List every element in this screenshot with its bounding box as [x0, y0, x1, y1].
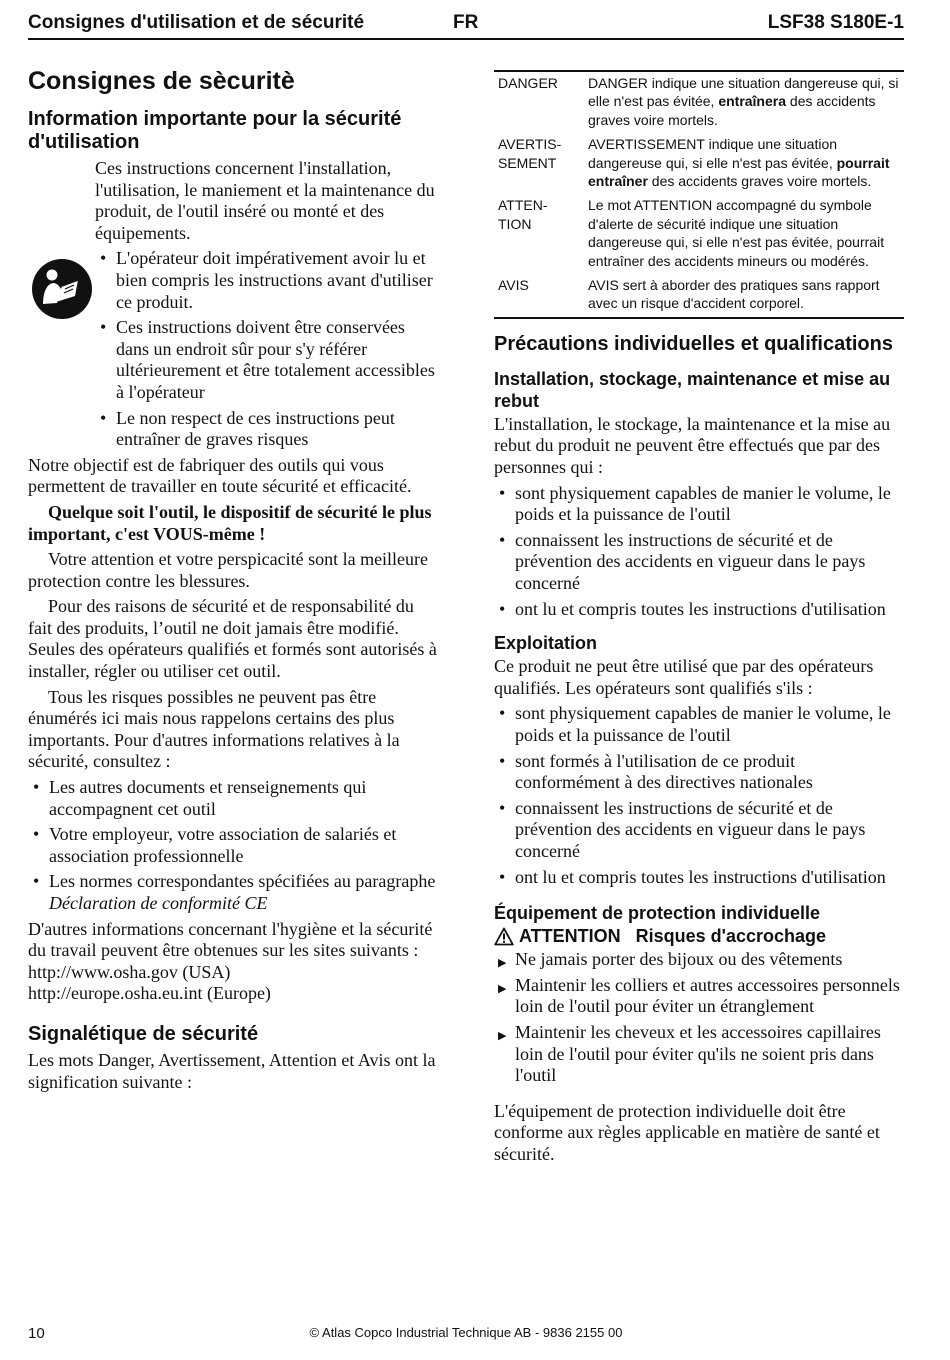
- definition-emphasis: pourrait entraîner: [588, 154, 890, 190]
- list-item: • L'opérateur doit impérativement avoir lu et bien compris les instructions avant d'utiliser ce produit.: [95, 248, 438, 313]
- list-item: • ont lu et compris toutes les instructions d'utilisation: [494, 867, 904, 889]
- list-item: ▶ Maintenir les colliers et autres accessoires personnels loin de l'outil pour éviter un étranglement: [494, 975, 904, 1018]
- table-row: [494, 194, 904, 274]
- declaration-reference: Déclaration de conformité CE: [49, 893, 268, 913]
- definition-text: DANGER indique une situation dangereuse qui, si elle n'est pas évitée,: [588, 75, 899, 110]
- page-title: Consignes de sècuritè: [28, 67, 295, 95]
- signal-definition: [588, 274, 904, 318]
- header-language: FR: [453, 12, 479, 33]
- subheading-ppe: Équipement de protection individuelle: [494, 903, 821, 924]
- ppe-paragraph: L'équipement de protection individuelle doit être conforme aux règles applicable en matière de santé et sécurité.: [494, 1100, 880, 1164]
- exploitation-paragraph: Ce produit ne peut être utilisé que par des opérateurs qualifiés. Les opérateurs sont qualifiés s'ils :: [494, 656, 874, 698]
- table-row: [494, 71, 904, 133]
- installation-paragraph: L'installation, le stockage, la maintenance et la mise au rebut du produit ne peuvent être effectués que par des personnes qui :: [494, 413, 891, 478]
- left-column: [28, 62, 438, 1097]
- osha-link[interactable]: http://www.osha.gov (USA): [28, 961, 231, 982]
- list-item: • sont physiquement capables de manier le volume, le poids et la puissance de l'outil: [494, 703, 904, 746]
- objective-paragraph: Notre objectif est de fabriquer des outils qui vous permettent de travailler en toute sécurité et efficacité.: [28, 454, 412, 497]
- signal-definition: [588, 194, 904, 274]
- list-item: • Ces instructions doivent être conservées dans un endroit sûr pour s'y référer ultérieurement et être totalement accessibles à l'opérateur: [95, 317, 438, 403]
- list-item: • connaissent les instructions de sécurité et de prévention des accidents en vigueur dans le pays concerné: [494, 798, 904, 863]
- attention-callout: [494, 926, 904, 947]
- list-item: • Les autres documents et renseignements qui accompagnent cet outil: [28, 777, 438, 820]
- risks-paragraph: Tous les risques possibles ne peuvent pas être énumérés ici mais nous rappelons certains des plus importants. Pour d'autres informations relatives à la sécurité, consultez :: [28, 686, 400, 772]
- subheading-exploitation: Exploitation: [494, 633, 597, 654]
- eu-osha-link[interactable]: http://europe.osha.eu.int (Europe): [28, 983, 271, 1004]
- list-item: • Le non respect de ces instructions peut entraîner de graves risques: [95, 408, 438, 451]
- signal-term: AVERTIS- SEMENT: [498, 136, 562, 171]
- list-item: • sont formés à l'utilisation de ce produit conformément à des directives nationales: [494, 751, 904, 794]
- section-heading-signal: Signalétique de sécurité: [28, 1022, 259, 1045]
- list-item: • connaissent les instructions de sécurité et de prévention des accidents en vigueur dans le pays concerné: [494, 530, 904, 595]
- list-item: ▶ Ne jamais porter des bijoux ou des vêtements: [494, 949, 904, 971]
- signal-term: ATTEN- TION: [498, 197, 548, 232]
- list-item: • ont lu et compris toutes les instructions d'utilisation: [494, 599, 904, 621]
- signal-term: DANGER: [498, 75, 558, 91]
- table-row: [494, 274, 904, 318]
- list-item-text: Les normes correspondantes spécifiées au paragraphe: [49, 871, 436, 892]
- definition-text: AVERTISSEMENT indique une situation dangereuse qui, si elle n'est pas évitée,: [588, 136, 838, 171]
- attention-title: Risques d'accrochage: [635, 926, 827, 947]
- responsibility-paragraph: Pour des raisons de sécurité et de responsabilité du fait des produits, l’outil ne doit jamais être modifié. Seules des opérateurs qualifiés et formés sont autorisés à installer, régler ou utiliser cet outil.: [28, 596, 437, 682]
- section-heading-info: Information importante pour la sécurité d'utilisation: [28, 108, 402, 153]
- subheading-installation: Installation, stockage, maintenance et mise au rebut: [494, 368, 891, 411]
- definition-text: des accidents graves voire mortels.: [647, 173, 872, 190]
- definition-text: AVIS sert à aborder des pratiques sans rapport avec un risque d'accident corporel.: [588, 277, 880, 312]
- other-info-paragraph: D'autres informations concernant l'hygiène et la sécurité du travail peuvent être obtenues sur les sites suivants :: [28, 918, 433, 961]
- list-item: • Votre employeur, votre association de salariés et association professionnelle: [28, 824, 438, 867]
- definition-emphasis: entraînera: [718, 93, 787, 110]
- attention-paragraph: Votre attention et votre perspicacité sont la meilleure protection contre les blessures.: [28, 549, 429, 591]
- copyright-notice: © Atlas Copco Industrial Technique AB - 9836 2155 00: [309, 1325, 623, 1340]
- exploitation-list: [494, 703, 904, 888]
- table-row: [494, 133, 904, 194]
- header-model: LSF38 S180E-1: [767, 12, 904, 33]
- list-item: ▶ Maintenir les cheveux et les accessoires capillaires loin de l'outil pour éviter qu'ils ne soient pris dans l'outil: [494, 1022, 904, 1087]
- list-item: • sont physiquement capables de manier le volume, le poids et la puissance de l'outil: [494, 483, 904, 526]
- intro-paragraph: Ces instructions concernent l'installation, l'utilisation, le maniement et la maintenance du produit, de l'outil inséré ou monté et des équipements.: [95, 158, 435, 243]
- intro-block: [28, 158, 438, 451]
- installation-list: [494, 483, 904, 621]
- section-heading-precautions: Précautions individuelles et qualifications: [494, 332, 893, 355]
- signal-intro-paragraph: Les mots Danger, Avertissement, Attention et Avis ont la signification suivante :: [28, 1049, 436, 1092]
- signal-term: AVIS: [498, 277, 529, 294]
- intro-bullet-list: [95, 248, 438, 450]
- definition-text: Le mot ATTENTION accompagné du symbole d'alerte de sécurité indique une situation dangereuse qui, si elle n'est pas évitée, pourrait entraîner des accidents mineurs ou modérés.: [588, 197, 885, 269]
- list-item: [28, 871, 438, 914]
- signal-definition: [588, 71, 904, 133]
- right-column: [494, 62, 904, 1170]
- page-number: 10: [28, 1325, 45, 1342]
- risk-sources-list: [28, 777, 438, 915]
- signal-words-table: [494, 70, 904, 319]
- attention-word: ATTENTION: [519, 926, 621, 947]
- warning-triangle-icon: [494, 927, 514, 946]
- page-footer: [28, 1325, 904, 1347]
- ppe-instructions-list: [494, 949, 904, 1087]
- key-statement: Quelque soit l'outil, le dispositif de sécurité le plus important, c'est VOUS-même !: [28, 501, 432, 544]
- signal-definition: [588, 133, 904, 194]
- page-header: [28, 8, 904, 40]
- read-manual-icon: [31, 258, 93, 320]
- definition-text: des accidents graves voire mortels.: [588, 93, 876, 128]
- header-title: Consignes d'utilisation et de sécurité: [28, 12, 365, 33]
